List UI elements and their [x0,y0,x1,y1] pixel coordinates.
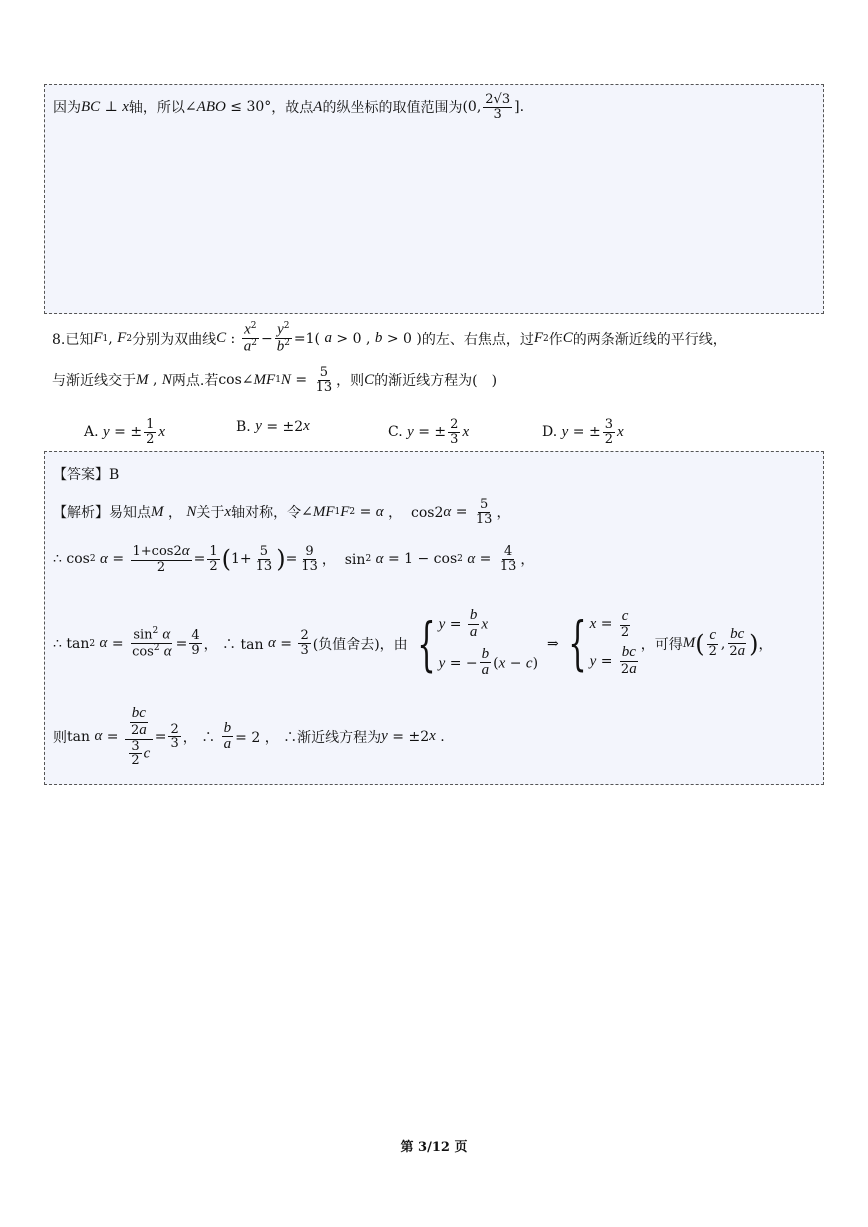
page-number: 第 3/12 页 [400,1140,468,1155]
equation-system-right: { x = $\frac{c}{2}$ y = $\frac{bc}{2a}$ [567,608,637,678]
option-c[interactable]: C. y = ± $\frac{2}{3}$ x [388,417,470,447]
option-d[interactable]: D. y = ± $\frac{3}{2}$ x [542,417,624,447]
solution-continuation-box [44,84,824,314]
analysis-line-2: ∴ cos 2 α = $\frac{1+\cos 2\alpha}{2}$ = $\frac{1}{2}$ ( 1+ $\frac{5}{13}$ ) = $\frac{9}{13}$ ， sin 2 α = 1 − cos 2 α = $\frac{4}{13}$ ， [53,543,535,575]
question-line-1: 8.已知 F 1 , F 2 分别为双曲线 C : $\frac{x^2}{a^2}$ − $\frac{y^2}{b^2}$ =1( a > 0 , b > 0 ) 的左、右焦点，过 F 2 作 C 的两条渐近线的平行线， [52,321,727,355]
question-line-2: 与渐近线交于 M , N 两点.若 cos∠ MF 1 N = $\frac{5}{13}$ ，则 C 的渐近线方程为( ) [52,365,498,395]
option-b[interactable]: B. y = ±2 x [236,418,310,435]
analysis-line-3: ∴ tan 2 α = $\frac{\sin^2 \alpha}{\cos^2 \alpha}$ = $\frac{4}{9}$ ， ∴ tan α = $\frac{2}{3}$ (负值舍去)，由 { y = $\frac{b}{a}$ x y = − $\frac{b}{a}$ (x − c) ⇒ { x = $\frac{c}{2}$ y = $\frac{bc}{2a}$ ，可得 M ( $\frac{c}{2}$ , $\frac{bc}{2a}$ ) ， [53,607,773,679]
answer-box [44,451,824,785]
answer-label: 【答案】B [53,467,120,483]
range-conclusion-line: 因为 BC ⊥ x 轴，所以 ∠ ABO ≤ 30° ，故点 A 的纵坐标的取值范围为 (0, $\frac{2√3}{3}$ ]. [53,92,525,122]
equation-system-left: { y = $\frac{b}{a}$ x y = − $\frac{b}{a}$ (x − c) [416,607,539,679]
analysis-line-1: 【解析】 易知点 M ， N 关于 x 轴对称，令 ∠ MF 1 F 2 = α ， cos2 α = $\frac{5}{13}$ ， [53,497,511,527]
analysis-line-4: 则 tan α = $\frac{bc}{2a}$ $\frac{3}{2}$ c = $\frac{2}{3}$ ， ∴ $\frac{b}{a}$ = 2 ， ∴ 渐近线方程为 y = ±2 x . [53,705,445,769]
option-a[interactable]: A. y = ± $\frac{1}{2}$ x [84,417,166,447]
